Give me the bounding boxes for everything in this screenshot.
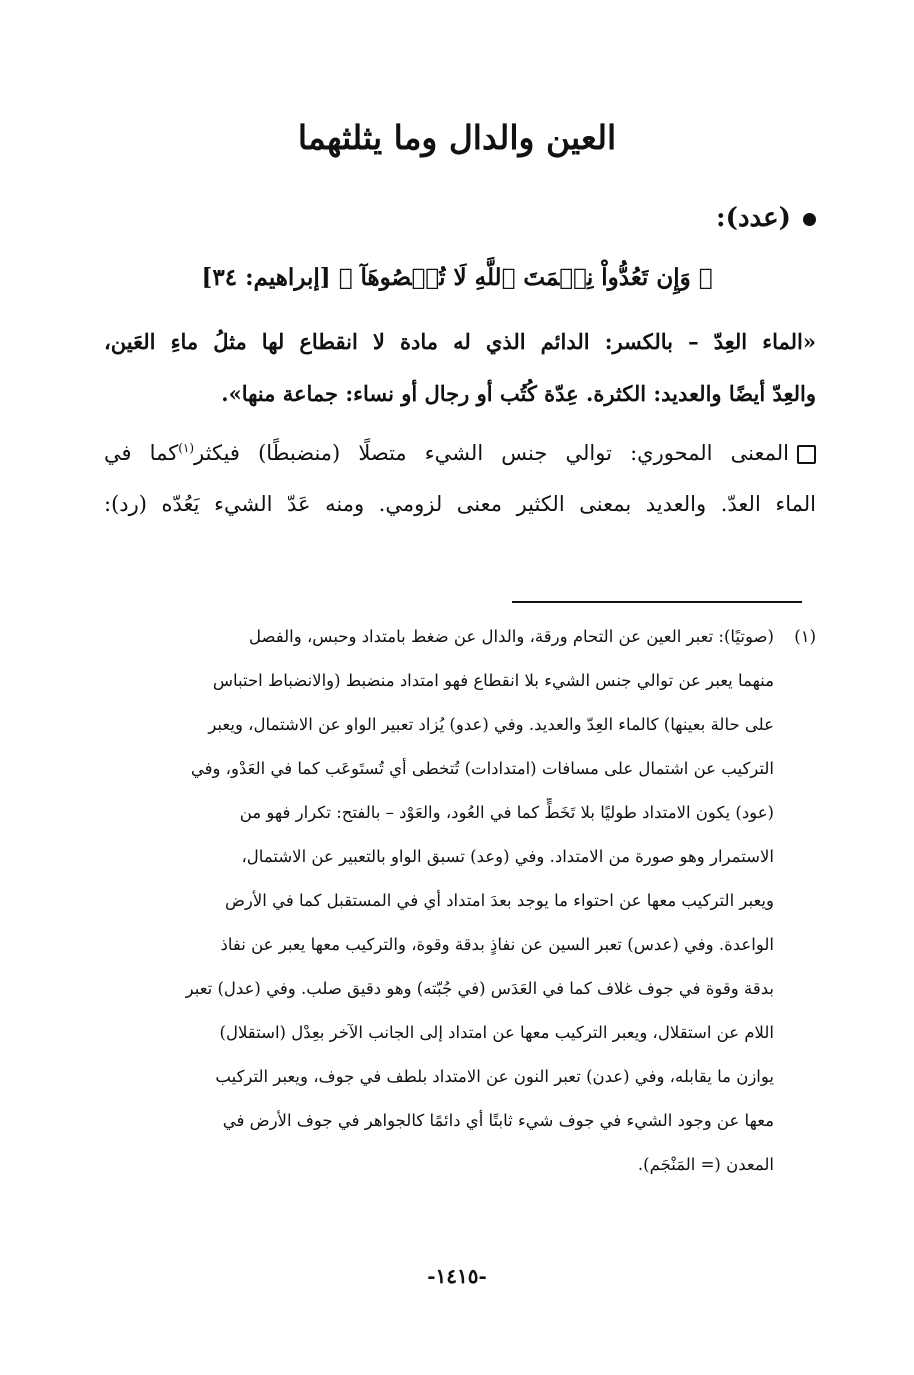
- footnote-line: معها عن وجود الشيء في جوف شيء ثابتًا أي دائمًا كالجواهر في جوف الأرض في: [222, 1111, 774, 1130]
- footnote-line: المعدن (= المَنْجَم).: [637, 1155, 774, 1174]
- footnote-line: الواعدة. وفي (عدس) تعبر السين عن نفاذٍ بدقة وقوة، والتركيب معها يعبر عن نفاذ: [220, 935, 774, 954]
- bullet-icon: [803, 213, 816, 226]
- body-line-2: والعِدّ أيضًا والعديد: الكثرة. عِدّة كُتُب أو رجال أو نساء: جماعة منها».: [221, 381, 816, 406]
- footnote-ref[interactable]: (١): [178, 441, 195, 455]
- footnote-line: يوازن ما يقابله، وفي (عدن) تعبر النون عن الامتداد بلطف في جوف، ويعبر التركيب: [215, 1067, 774, 1086]
- footnote-line: (صوتيًا): تعبر العين عن التحام ورقة، والدال عن ضغط بامتداد وحبس، والفصل: [248, 627, 774, 646]
- page-number: -١٤١٥-: [427, 1264, 487, 1288]
- entry-heading: [516, 195, 816, 241]
- body-line-4: الماء العدّ. والعديد بمعنى الكثير معنى لزومي. ومنه عَدّ الشيء يَعُدّه (رد):: [104, 492, 816, 516]
- entry-root: (عدد):: [716, 203, 791, 233]
- footnote-line: (عود) يكون الامتداد طوليًا بلا تَخَطٍّ كما في العُود، والعَوْد – بالفتح: تكرار فهو من: [239, 803, 774, 822]
- footnote-line: التركيب عن اشتمال على مسافات (امتدادات) تُتخطى أي تُستَوعَب كما في العَدْو، وفي: [190, 759, 774, 778]
- chapter-title: العين والدال وما يثلثهما: [297, 118, 617, 157]
- footnote-divider: [512, 601, 802, 603]
- footnote-line: بدقة وقوة في جوف غلاف كما في العَدَس (في جُبّته) وهو دقيق صلب. وفي (عدل) تعبر: [185, 979, 774, 998]
- footnote-line: الاستمرار وهو صورة من الامتداد. وفي (وعد) تسبق الواو بالتعبير عن الاشتمال،: [241, 847, 774, 866]
- footnote-number: (١): [794, 627, 816, 646]
- footnote-line: اللام عن استقلال، ويعبر التركيب معها عن امتداد إلى الجانب الآخر بعِدْل (استقلال): [219, 1023, 774, 1042]
- square-marker-icon: [797, 445, 816, 464]
- core-meaning-text: المعنى المحوري: توالي جنس الشيء متصلًا (منضبطًا) فيكثر: [194, 441, 789, 465]
- quran-verse: ﴿ وَإِن تَعُدُّواْ نِعۡمَتَ ٱللَّهِ لَا تُحۡصُوهَآ ﴾ [إبراهيم: ٣٤]: [201, 264, 713, 291]
- body-line-1: «الماء العِدّ – بالكسر: الدائم الذي له مادة لا انقطاع لها مثلُ ماءِ العَين،: [104, 329, 816, 354]
- footnote-line: ويعبر التركيب معها عن احتواء ما يوجد بعدَ امتداد أي في المستقبل كما في الأرض: [224, 891, 774, 910]
- footnote-line: على حالة بعينها) كالماء العِدّ والعديد. وفي (عدو) يُزاد تعبير الواو عن الاشتمال، ويعبر: [208, 715, 774, 734]
- core-meaning-tail: كما في: [104, 441, 179, 465]
- body-line-3: [104, 428, 816, 473]
- footnote-line: منهما يعبر عن توالي جنس الشيء بلا انقطاع فهو امتداد منضبط (والانضباط احتباس: [212, 671, 774, 690]
